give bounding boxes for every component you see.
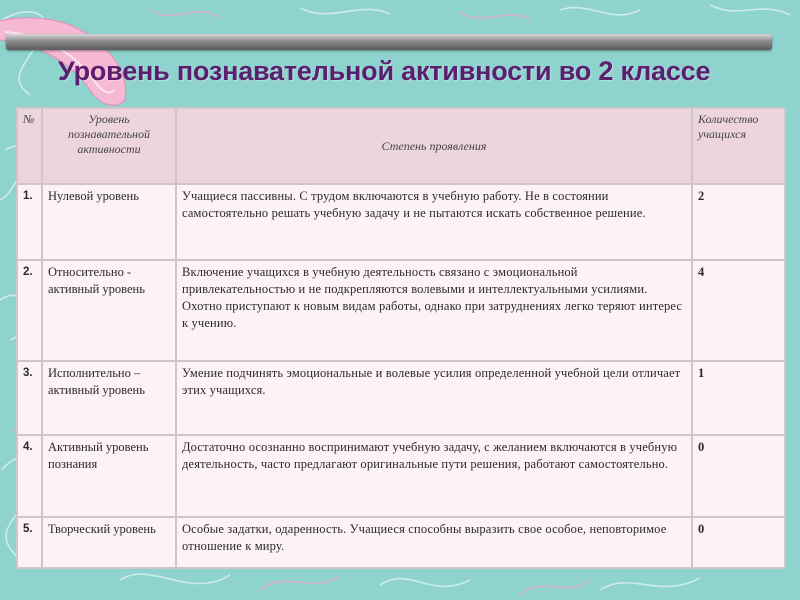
- table-row: [17, 517, 785, 568]
- header-num: №: [17, 108, 42, 184]
- title-bar-rule: [6, 34, 772, 50]
- row-count: 0: [692, 435, 785, 517]
- table-row: [17, 260, 785, 361]
- header-level: Уровень познавательной активности: [42, 108, 176, 184]
- slide-title: Уровень познавательной активности во 2 классе: [58, 56, 711, 86]
- row-num: 1.: [17, 184, 42, 260]
- table-row: [17, 361, 785, 435]
- row-degree: Особые задатки, одаренность. Учащиеся способны выразить свое особое, неповторимое отношение к миру.: [176, 517, 692, 568]
- row-num: 4.: [17, 435, 42, 517]
- row-level: Нулевой уровень: [42, 184, 176, 260]
- activity-table: [16, 107, 786, 569]
- table-header-row: [17, 108, 785, 184]
- table-row: [17, 435, 785, 517]
- row-level: Творческий уровень: [42, 517, 176, 568]
- row-level: Активный уровень познания: [42, 435, 176, 517]
- row-count: 4: [692, 260, 785, 361]
- table-row: [17, 184, 785, 260]
- row-degree: Достаточно осознанно воспринимают учебную задачу, с желанием включаются в учебную деятельность, часто предлагают оригинальные пути решения, работают самостоятельно.: [176, 435, 692, 517]
- row-num: 2.: [17, 260, 42, 361]
- row-level: Относительно - активный уровень: [42, 260, 176, 361]
- row-level: Исполнительно – активный уровень: [42, 361, 176, 435]
- row-count: 0: [692, 517, 785, 568]
- header-degree: Степень проявления: [176, 108, 692, 184]
- row-num: 3.: [17, 361, 42, 435]
- row-degree: Умение подчинять эмоциональные и волевые усилия определенной учебной цели отличает этих учащихся.: [176, 361, 692, 435]
- row-degree: Включение учащихся в учебную деятельность связано с эмоциональной привлекательностью и не подкрепляются волевыми и интеллектуальными усилиями. Охотно приступают к новым видам работы, однако при затруднениях легко теряют интерес к учению.: [176, 260, 692, 361]
- header-count: Количество учащихся: [692, 108, 785, 184]
- row-degree: Учащиеся пассивны. С трудом включаются в учебную работу. Не в состоянии самостоятельно решать учебную задачу и не пытаются искать собственное решение.: [176, 184, 692, 260]
- row-num: 5.: [17, 517, 42, 568]
- row-count: 1: [692, 361, 785, 435]
- row-count: 2: [692, 184, 785, 260]
